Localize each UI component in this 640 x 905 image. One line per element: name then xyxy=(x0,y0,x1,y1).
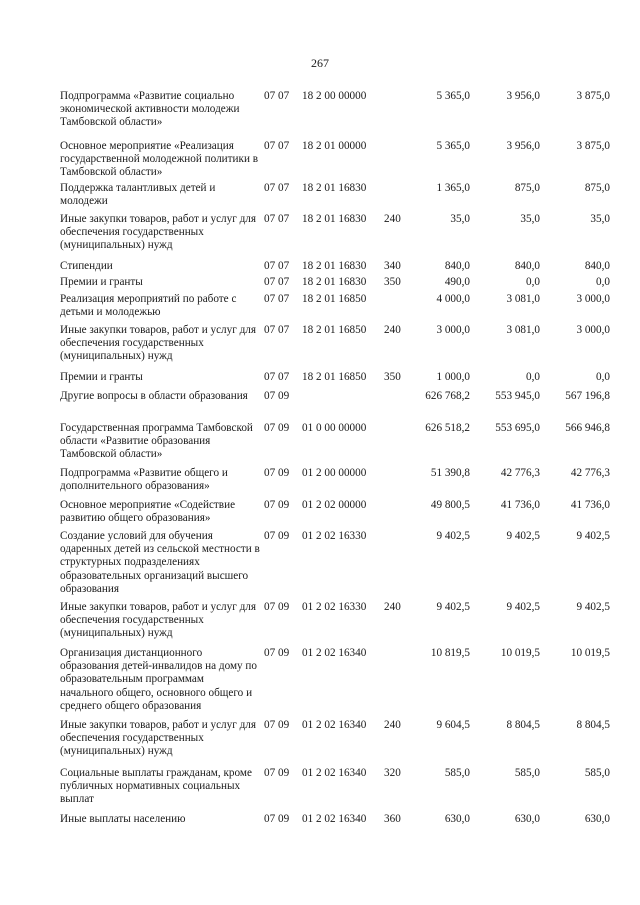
row-value-1: 626 518,2 xyxy=(425,422,470,434)
row-value-3: 3 000,0 xyxy=(576,324,610,336)
row-value-2: 9 402,5 xyxy=(506,530,540,542)
row-section-code: 07 09 xyxy=(264,647,290,659)
row-target-code: 01 2 02 16340 xyxy=(302,767,367,779)
row-value-1: 49 800,5 xyxy=(430,499,470,511)
row-value-3: 3 875,0 xyxy=(576,140,610,152)
row-value-3: 840,0 xyxy=(584,260,610,272)
row-section-code: 07 09 xyxy=(264,719,290,731)
page-number: 267 xyxy=(311,56,329,70)
row-name: Социальные выплаты гражданам, кроме публичных нормативных социальных выплат xyxy=(60,767,252,806)
row-name: Иные закупки товаров, работ и услуг для обеспечения государственных (муниципальных) нужд xyxy=(60,601,257,640)
row-section-code: 07 09 xyxy=(264,499,290,511)
row-expense-type: 320 xyxy=(384,767,401,779)
row-value-2: 8 804,5 xyxy=(506,719,540,731)
row-name: Премии и гранты xyxy=(60,276,143,288)
row-section-code: 07 07 xyxy=(264,182,290,194)
row-target-code: 01 2 00 00000 xyxy=(302,467,367,479)
row-expense-type: 240 xyxy=(384,324,401,336)
row-target-code: 01 2 02 00000 xyxy=(302,499,367,511)
row-expense-type: 360 xyxy=(384,813,401,825)
row-name: Иные закупки товаров, работ и услуг для обеспечения государственных (муниципальных) нужд xyxy=(60,719,257,758)
row-value-1: 490,0 xyxy=(444,276,470,288)
row-target-code: 18 2 01 16830 xyxy=(302,182,367,194)
row-expense-type: 240 xyxy=(384,213,401,225)
row-value-1: 1 000,0 xyxy=(436,371,470,383)
row-name: Поддержка талантливых детей и молодежи xyxy=(60,182,216,208)
row-value-1: 9 402,5 xyxy=(436,601,470,613)
row-value-2: 10 019,5 xyxy=(500,647,540,659)
row-target-code: 01 2 02 16340 xyxy=(302,813,367,825)
row-value-2: 553 695,0 xyxy=(495,422,540,434)
row-name: Премии и гранты xyxy=(60,371,143,383)
row-value-3: 566 946,8 xyxy=(565,422,610,434)
row-target-code: 18 2 00 00000 xyxy=(302,90,367,102)
row-name: Основное мероприятие «Реализация государственной молодежной политики в Тамбовской области» xyxy=(60,140,259,179)
row-target-code: 01 2 02 16340 xyxy=(302,719,367,731)
row-value-2: 630,0 xyxy=(514,813,540,825)
row-section-code: 07 09 xyxy=(264,813,290,825)
row-value-3: 9 402,5 xyxy=(576,601,610,613)
row-value-1: 5 365,0 xyxy=(436,90,470,102)
row-name: Иные закупки товаров, работ и услуг для обеспечения государственных (муниципальных) нужд xyxy=(60,324,257,363)
row-target-code: 18 2 01 16830 xyxy=(302,260,367,272)
row-value-2: 840,0 xyxy=(514,260,540,272)
row-name: Иные закупки товаров, работ и услуг для обеспечения государственных (муниципальных) нужд xyxy=(60,213,257,252)
row-expense-type: 350 xyxy=(384,276,401,288)
row-value-2: 3 956,0 xyxy=(506,140,540,152)
row-value-2: 0,0 xyxy=(526,276,540,288)
row-expense-type: 350 xyxy=(384,371,401,383)
row-value-1: 840,0 xyxy=(444,260,470,272)
row-value-1: 35,0 xyxy=(450,213,470,225)
row-value-3: 630,0 xyxy=(584,813,610,825)
row-name: Государственная программа Тамбовской области «Развитие образования Тамбовской области» xyxy=(60,422,253,461)
row-value-1: 9 402,5 xyxy=(436,530,470,542)
row-name: Реализация мероприятий по работе с детьми и молодежью xyxy=(60,293,237,319)
row-name: Основное мероприятие «Содействие развитию общего образования» xyxy=(60,499,236,525)
row-value-2: 553 945,0 xyxy=(495,390,540,402)
row-value-2: 35,0 xyxy=(520,213,540,225)
row-value-1: 3 000,0 xyxy=(436,324,470,336)
row-target-code: 01 2 02 16330 xyxy=(302,601,367,613)
row-target-code: 18 2 01 16850 xyxy=(302,293,367,305)
row-value-3: 875,0 xyxy=(584,182,610,194)
row-name: Подпрограмма «Развитие социально экономической активности молодежи Тамбовской области» xyxy=(60,90,240,129)
row-section-code: 07 09 xyxy=(264,390,290,402)
row-value-3: 42 776,3 xyxy=(570,467,610,479)
row-value-2: 585,0 xyxy=(514,767,540,779)
row-value-2: 9 402,5 xyxy=(506,601,540,613)
row-section-code: 07 07 xyxy=(264,213,290,225)
row-value-1: 626 768,2 xyxy=(425,390,470,402)
row-value-3: 8 804,5 xyxy=(576,719,610,731)
row-name: Стипендии xyxy=(60,260,113,272)
row-value-2: 3 081,0 xyxy=(506,293,540,305)
row-value-3: 10 019,5 xyxy=(570,647,610,659)
row-section-code: 07 07 xyxy=(264,293,290,305)
row-expense-type: 240 xyxy=(384,719,401,731)
row-value-2: 0,0 xyxy=(526,371,540,383)
row-target-code: 18 2 01 16850 xyxy=(302,324,367,336)
row-value-3: 585,0 xyxy=(584,767,610,779)
row-value-2: 42 776,3 xyxy=(500,467,540,479)
row-name: Другие вопросы в области образования xyxy=(60,390,248,402)
row-section-code: 07 09 xyxy=(264,601,290,613)
row-target-code: 01 0 00 00000 xyxy=(302,422,367,434)
row-value-3: 41 736,0 xyxy=(570,499,610,511)
row-section-code: 07 09 xyxy=(264,767,290,779)
row-section-code: 07 09 xyxy=(264,422,290,434)
row-value-1: 9 604,5 xyxy=(436,719,470,731)
row-value-3: 3 000,0 xyxy=(576,293,610,305)
row-target-code: 18 2 01 16830 xyxy=(302,213,367,225)
row-expense-type: 240 xyxy=(384,601,401,613)
row-name: Иные выплаты населению xyxy=(60,813,186,825)
row-section-code: 07 07 xyxy=(264,140,290,152)
row-value-1: 1 365,0 xyxy=(436,182,470,194)
row-target-code: 01 2 02 16330 xyxy=(302,530,367,542)
row-value-1: 585,0 xyxy=(444,767,470,779)
row-value-3: 0,0 xyxy=(596,371,610,383)
row-value-2: 41 736,0 xyxy=(500,499,540,511)
row-value-2: 3 956,0 xyxy=(506,90,540,102)
row-value-3: 3 875,0 xyxy=(576,90,610,102)
row-value-1: 10 819,5 xyxy=(430,647,470,659)
row-value-1: 51 390,8 xyxy=(430,467,470,479)
row-section-code: 07 09 xyxy=(264,530,290,542)
row-value-3: 0,0 xyxy=(596,276,610,288)
row-target-code: 18 2 01 00000 xyxy=(302,140,367,152)
row-name: Организация дистанционного образования детей-инвалидов на дому по образовательным программам начального общего, основного общего и среднего общего образования xyxy=(60,647,258,712)
row-section-code: 07 09 xyxy=(264,467,290,479)
row-value-3: 567 196,8 xyxy=(565,390,610,402)
row-value-3: 9 402,5 xyxy=(576,530,610,542)
row-value-3: 35,0 xyxy=(590,213,610,225)
row-value-1: 630,0 xyxy=(444,813,470,825)
row-section-code: 07 07 xyxy=(264,324,290,336)
row-name: Подпрограмма «Развитие общего и дополнительного образования» xyxy=(60,467,228,493)
row-name: Создание условий для обучения одаренных детей из сельской местности в структурных подразделениях образовательных организаций высшего образования xyxy=(60,530,260,595)
row-target-code: 01 2 02 16340 xyxy=(302,647,367,659)
row-section-code: 07 07 xyxy=(264,371,290,383)
row-value-2: 3 081,0 xyxy=(506,324,540,336)
row-value-1: 5 365,0 xyxy=(436,140,470,152)
row-value-2: 875,0 xyxy=(514,182,540,194)
row-section-code: 07 07 xyxy=(264,276,290,288)
row-section-code: 07 07 xyxy=(264,260,290,272)
row-expense-type: 340 xyxy=(384,260,401,272)
row-section-code: 07 07 xyxy=(264,90,290,102)
row-target-code: 18 2 01 16850 xyxy=(302,371,367,383)
row-target-code: 18 2 01 16830 xyxy=(302,276,367,288)
row-value-1: 4 000,0 xyxy=(436,293,470,305)
